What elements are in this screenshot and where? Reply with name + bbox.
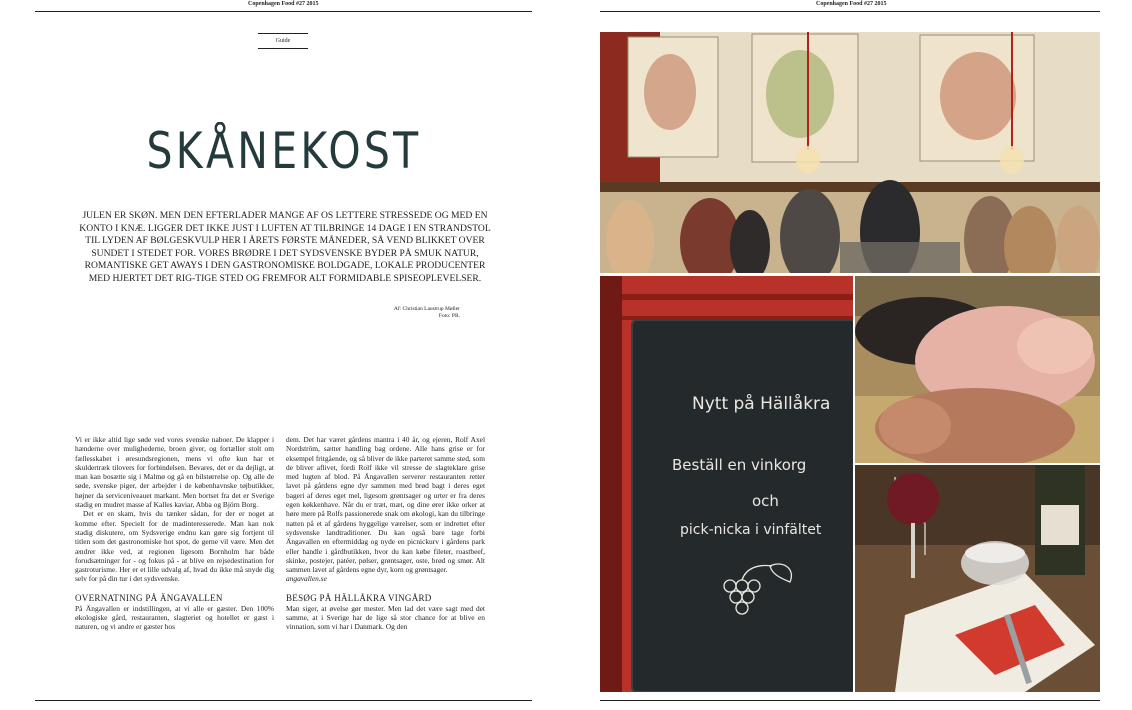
body-column-1 — [75, 435, 274, 632]
magazine-header: Copenhagen Food #27 2015 — [248, 1, 319, 7]
grape-drawing-icon — [710, 556, 810, 626]
website-link[interactable]: angavallen.se — [286, 574, 327, 584]
body-paragraph: Det er en skam, hvis du tænker sådan, for der er noget at komme efter. Specielt for de madinteresserede. Man kan nok stadig diskutere, om Sydsverige endnu kan gøre sig fortjent til titlen som det gastronomiske hot spot, de gerne vil være. Men det ændrer ikke ved, at regionen ligesom Bornholm har både forudsætninger for - og fokus på - at blive en rejsedestination for gastroturisme. Her er et lille udvalg af, hvad du ikke må snyde dig selv for på din tur i det sydsvenske. — [75, 509, 274, 584]
right-page — [566, 0, 1132, 710]
magazine-header: Copenhagen Food #27 2015 — [816, 1, 887, 7]
chalkboard-line: pick-nicka i vinfältet — [680, 522, 822, 538]
wine-table-photo — [855, 465, 1100, 692]
chalkboard-line: Nytt på Hällåkra — [692, 394, 831, 414]
photo-credit: Foto: PR. — [438, 313, 460, 319]
footer-rule — [35, 700, 532, 701]
body-column-2 — [286, 435, 485, 632]
body-paragraph: Man siger, at øvelse gør mester. Men lad det være sagt med det samme, at i Sverige har de lige så stor chance for at blive en vinnation, som vi har i Danmark. Og den — [286, 603, 485, 632]
header-rule — [35, 11, 532, 12]
chalkboard-photo — [600, 276, 853, 692]
byline: Af: Christian Laustrup Møller — [393, 306, 460, 312]
body-paragraph: Vi er ikke altid lige søde ved vores svenske naboer. De klapper i hænderne over mulighederne, broen giver, og fortæller stolt om fællesskabet i øresundsregionen, mens vi ofte kun har et skuldertræk tilovers for forbindelsen. Bevares, det er da dejligt, at man kan bosætte sig i Malmø og gå en bilstørrelse op. Og alle de søde, svenske piger, der arbejder i de københavnske tøjbutikker, højner da serviceniveauet markant. Men bortset fra det er Sverige stadig en mudret masse af Kalles kaviar, Abba og Björn Borg. — [75, 435, 274, 510]
chalkboard-line: Beställ en vinkorg — [672, 456, 807, 474]
chalkboard-line: och — [752, 492, 779, 510]
credits — [360, 306, 460, 320]
body-paragraph: På Ängavallen er indstillingen, at vi alle er gæster. Den 100% økologiske gård, restauranten, slagteriet og hotellet er gæst i naturen, og vi andre er gæster hos — [75, 603, 274, 632]
header-rule — [600, 11, 1100, 12]
pigs-photo — [855, 276, 1100, 463]
footer-rule — [600, 700, 1100, 701]
restaurant-photo — [600, 32, 1100, 273]
subheading: OVERNATNING PÅ ÄNGAVALLEN — [75, 592, 223, 603]
article-title: SKÅNEKOST — [146, 122, 422, 180]
article-lead: JULEN ER SKØN. MEN DEN EFTERLADER MANGE AF OS LETTERE STRESSEDE OG MED EN KONTO I KNÆ. LIGGER DET IKKE JUST I LUFTEN AT TILBRINGE 14 DAGE I EN STRANDSTOL TIL LYDEN AF BØLGESKVULP HER I ÅRETS FØRSTE MÅNEDER, SÅ VEND BLIKKET OVER SUNDET I STEDET FOR. VORES BRØDRE I DET SYDSVENSKE BYDER PÅ SMUK NATUR, ROMANTISKE GET AWAYS I DEN GASTRONOMISKE BOLDGADE, LOKALE PRODUCENTER MED HJERTET DET RIG-TIGE STED OG FREMFOR ALT FORMIDABLE SPISEOPLEVELSER. — [79, 210, 491, 284]
subheading: BESØG PÅ HÄLLÅKRA VINGÅRD — [286, 592, 432, 603]
section-label: Guide — [258, 33, 308, 49]
body-paragraph: dem. Det har været gårdens mantra i 40 år, og ejeren, Rolf Axel Nordström, sætter handling bag ordene. Alle hans grise er for eksempel fritgående, og så bliver de ikke parteret samme sted, som de bliver aflivet, fordi Rolf ikke vil stresse de slagteklare grise med lugten af blod. På Ängavallen serverer restauranten retter lavet på gårdens egne dyr sammen med brød bagt i deres eget bageri af deres eget mel, ligesom grøntsager og urter er fra deres egen køkkenhave. Når du er træt, mæt, og dine ører ikke orker at høre mere på Rolfs passionerede snak om økologi, kan du tilbringe natten på et af gårdens hyggelige værelser, som er indrettet efter sydsvenske landtraditioner. Du kan også bare tage forbi Ängavallen en eftermiddag og nyde en picnickurv i gårdens park eller handle i gårdbutikken, hvor du kan købe fileter, roastbeef, skinke, postejer, patéer, pølser, grøntsager, oste, brød og smør. Alt sammen lavet af gårdens egne dyr, korn og grøntsager. — [286, 435, 485, 575]
